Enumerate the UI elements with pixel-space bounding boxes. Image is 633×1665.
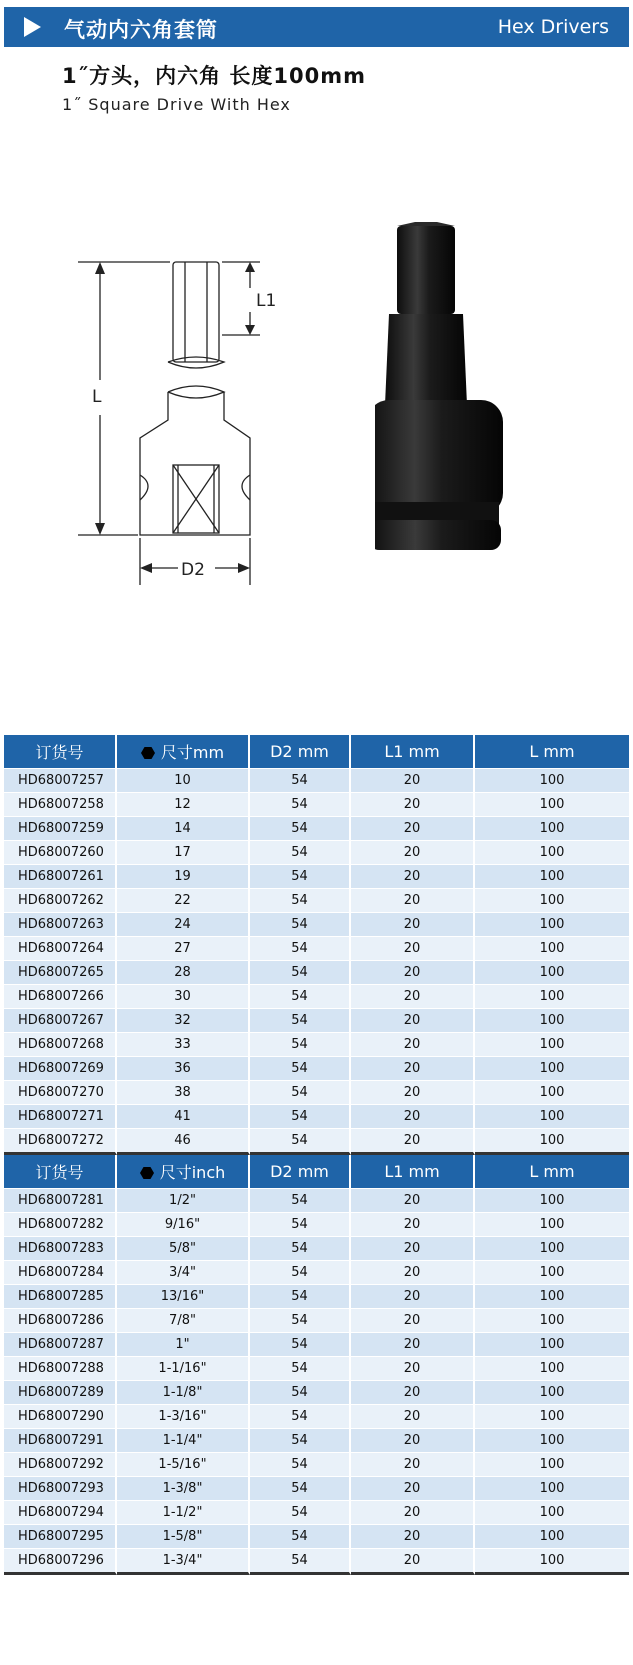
cell-l1: 20 (351, 1476, 475, 1500)
cell-l1: 20 (351, 1332, 475, 1356)
table-row (4, 1008, 629, 1032)
cell-l1: 20 (351, 840, 475, 864)
cell-l: 100 (475, 960, 629, 984)
cell-size: 9/16" (117, 1212, 250, 1236)
cell-size: 27 (117, 936, 250, 960)
table-row (4, 816, 629, 840)
cell-size: 36 (117, 1056, 250, 1080)
cell-d2: 54 (250, 960, 351, 984)
table-row (4, 1524, 629, 1548)
cell-l1: 20 (351, 1428, 475, 1452)
table-row (4, 1128, 629, 1155)
cell-order-number: HD68007262 (4, 888, 117, 912)
cell-d2: 54 (250, 768, 351, 792)
cell-order-number: HD68007292 (4, 1452, 117, 1476)
cell-d2: 54 (250, 1128, 351, 1155)
cell-order-number: HD68007257 (4, 768, 117, 792)
metric-table-body (4, 768, 629, 1155)
cell-l: 100 (475, 1032, 629, 1056)
cell-size: 10 (117, 768, 250, 792)
cell-order-number: HD68007260 (4, 840, 117, 864)
cell-size: 3/4" (117, 1260, 250, 1284)
cell-size: 46 (117, 1128, 250, 1155)
cell-d2: 54 (250, 1452, 351, 1476)
cell-order-number: HD68007294 (4, 1500, 117, 1524)
cell-d2: 54 (250, 1404, 351, 1428)
table-row (4, 984, 629, 1008)
header-size-label: 尺寸mm (160, 743, 225, 762)
cell-d2: 54 (250, 1212, 351, 1236)
product-photo (375, 220, 535, 580)
cell-d2: 54 (250, 1080, 351, 1104)
table-row (4, 1476, 629, 1500)
cell-l1: 20 (351, 816, 475, 840)
cell-size: 24 (117, 912, 250, 936)
header-l1: L1 mm (351, 735, 475, 768)
cell-l1: 20 (351, 1452, 475, 1476)
table-row (4, 912, 629, 936)
cell-order-number: HD68007269 (4, 1056, 117, 1080)
cell-size: 30 (117, 984, 250, 1008)
cell-l: 100 (475, 1212, 629, 1236)
cell-size: 14 (117, 816, 250, 840)
table-row (4, 1308, 629, 1332)
table-header-row (4, 735, 629, 768)
cell-l1: 20 (351, 1056, 475, 1080)
cell-size: 32 (117, 1008, 250, 1032)
cell-d2: 54 (250, 984, 351, 1008)
cell-order-number: HD68007289 (4, 1380, 117, 1404)
cell-d2: 54 (250, 936, 351, 960)
cell-order-number: HD68007286 (4, 1308, 117, 1332)
table-row (4, 1500, 629, 1524)
page-subtitle: Hex Drivers (497, 16, 609, 38)
cell-l1: 20 (351, 984, 475, 1008)
table-row (4, 864, 629, 888)
cell-d2: 54 (250, 1356, 351, 1380)
cell-l: 100 (475, 1356, 629, 1380)
cell-l: 100 (475, 1236, 629, 1260)
cell-l1: 20 (351, 864, 475, 888)
product-title-en: 1˝ Square Drive With Hex (62, 95, 291, 114)
cell-order-number: HD68007259 (4, 816, 117, 840)
cell-order-number: HD68007296 (4, 1548, 117, 1575)
table-row (4, 936, 629, 960)
cell-order-number: HD68007264 (4, 936, 117, 960)
cell-l1: 20 (351, 1380, 475, 1404)
header-l: L mm (475, 1155, 629, 1188)
cell-size: 1-1/4" (117, 1428, 250, 1452)
cell-d2: 54 (250, 1056, 351, 1080)
cell-order-number: HD68007283 (4, 1236, 117, 1260)
cell-d2: 54 (250, 1308, 351, 1332)
cell-l1: 20 (351, 1356, 475, 1380)
header-order-number: 订货号 (4, 1155, 117, 1188)
cell-l: 100 (475, 1452, 629, 1476)
cell-size: 22 (117, 888, 250, 912)
cell-l: 100 (475, 840, 629, 864)
cell-l: 100 (475, 1080, 629, 1104)
table-row (4, 1548, 629, 1575)
table-row (4, 840, 629, 864)
dimension-l-label: L (92, 387, 102, 407)
cell-d2: 54 (250, 1380, 351, 1404)
cell-order-number: HD68007261 (4, 864, 117, 888)
cell-size: 1-1/2" (117, 1500, 250, 1524)
header-d2: D2 mm (250, 1155, 351, 1188)
header-d2: D2 mm (250, 735, 351, 768)
cell-d2: 54 (250, 1428, 351, 1452)
cell-size: 1-1/8" (117, 1380, 250, 1404)
cell-order-number: HD68007290 (4, 1404, 117, 1428)
table-row (4, 1452, 629, 1476)
cell-l: 100 (475, 1308, 629, 1332)
header-size (117, 735, 250, 768)
cell-size: 28 (117, 960, 250, 984)
cell-l: 100 (475, 912, 629, 936)
cell-d2: 54 (250, 1032, 351, 1056)
cell-d2: 54 (250, 840, 351, 864)
cell-d2: 54 (250, 1236, 351, 1260)
cell-l1: 20 (351, 1284, 475, 1308)
cell-size: 1-5/16" (117, 1452, 250, 1476)
cell-order-number: HD68007265 (4, 960, 117, 984)
cell-size: 17 (117, 840, 250, 864)
cell-l1: 20 (351, 1212, 475, 1236)
cell-order-number: HD68007281 (4, 1188, 117, 1212)
cell-l1: 20 (351, 1104, 475, 1128)
technical-drawing (70, 250, 300, 590)
table-row (4, 1056, 629, 1080)
table-row (4, 1212, 629, 1236)
cell-order-number: HD68007288 (4, 1356, 117, 1380)
cell-d2: 54 (250, 1104, 351, 1128)
cell-l: 100 (475, 1104, 629, 1128)
cell-l: 100 (475, 1380, 629, 1404)
cell-l1: 20 (351, 1524, 475, 1548)
cell-l1: 20 (351, 1548, 475, 1575)
cell-l1: 20 (351, 1128, 475, 1155)
cell-l: 100 (475, 1128, 629, 1155)
cell-size: 1-3/4" (117, 1548, 250, 1575)
table-row (4, 1356, 629, 1380)
cell-l: 100 (475, 1524, 629, 1548)
cell-l1: 20 (351, 960, 475, 984)
inch-table-body (4, 1188, 629, 1575)
cell-l: 100 (475, 1404, 629, 1428)
cell-order-number: HD68007258 (4, 792, 117, 816)
header-size-label: 尺寸inch (159, 1163, 226, 1182)
cell-order-number: HD68007268 (4, 1032, 117, 1056)
cell-l: 100 (475, 768, 629, 792)
cell-l: 100 (475, 936, 629, 960)
cell-l1: 20 (351, 768, 475, 792)
cell-order-number: HD68007266 (4, 984, 117, 1008)
cell-size: 13/16" (117, 1284, 250, 1308)
cell-l: 100 (475, 1284, 629, 1308)
cell-l1: 20 (351, 1308, 475, 1332)
cell-d2: 54 (250, 1260, 351, 1284)
page-title: 气动内六角套筒 (64, 18, 218, 42)
cell-size: 1" (117, 1332, 250, 1356)
cell-l: 100 (475, 816, 629, 840)
cell-l: 100 (475, 1332, 629, 1356)
cell-l: 100 (475, 984, 629, 1008)
table-row (4, 960, 629, 984)
cell-l1: 20 (351, 1236, 475, 1260)
cell-l: 100 (475, 1260, 629, 1284)
cell-l1: 20 (351, 1404, 475, 1428)
cell-d2: 54 (250, 1476, 351, 1500)
cell-order-number: HD68007270 (4, 1080, 117, 1104)
cell-d2: 54 (250, 1548, 351, 1575)
table-row (4, 1236, 629, 1260)
cell-size: 41 (117, 1104, 250, 1128)
cell-d2: 54 (250, 1284, 351, 1308)
cell-d2: 54 (250, 888, 351, 912)
table-header-row (4, 1155, 629, 1188)
table-row (4, 1380, 629, 1404)
table-row (4, 1032, 629, 1056)
cell-l: 100 (475, 1008, 629, 1032)
cell-d2: 54 (250, 1008, 351, 1032)
cell-l: 100 (475, 864, 629, 888)
cell-l1: 20 (351, 888, 475, 912)
cell-d2: 54 (250, 1332, 351, 1356)
cell-l: 100 (475, 888, 629, 912)
inch-size-table (4, 1155, 629, 1575)
cell-size: 38 (117, 1080, 250, 1104)
cell-l1: 20 (351, 792, 475, 816)
cell-l1: 20 (351, 1500, 475, 1524)
cell-l1: 20 (351, 1080, 475, 1104)
metric-size-table (4, 735, 629, 1155)
table-row (4, 1104, 629, 1128)
cell-d2: 54 (250, 816, 351, 840)
table-row (4, 768, 629, 792)
header-order-number: 订货号 (4, 735, 117, 768)
cell-l: 100 (475, 1428, 629, 1452)
cell-size: 19 (117, 864, 250, 888)
cell-l: 100 (475, 1476, 629, 1500)
cell-l1: 20 (351, 936, 475, 960)
cell-l1: 20 (351, 1188, 475, 1212)
dimension-d2-label: D2 (181, 560, 205, 580)
cell-size: 1-5/8" (117, 1524, 250, 1548)
cell-d2: 54 (250, 1524, 351, 1548)
cell-order-number: HD68007267 (4, 1008, 117, 1032)
hexagon-icon (140, 1166, 154, 1180)
cell-size: 1/2" (117, 1188, 250, 1212)
cell-size: 12 (117, 792, 250, 816)
dimension-l1-label: L1 (256, 291, 277, 311)
header-bar (4, 7, 629, 47)
table-row (4, 1428, 629, 1452)
cell-d2: 54 (250, 912, 351, 936)
cell-l: 100 (475, 1500, 629, 1524)
cell-order-number: HD68007291 (4, 1428, 117, 1452)
header-size (117, 1155, 250, 1188)
cell-order-number: HD68007272 (4, 1128, 117, 1155)
cell-order-number: HD68007285 (4, 1284, 117, 1308)
cell-l: 100 (475, 1056, 629, 1080)
cell-order-number: HD68007263 (4, 912, 117, 936)
cell-size: 1-3/8" (117, 1476, 250, 1500)
cell-l: 100 (475, 1188, 629, 1212)
cell-l: 100 (475, 1548, 629, 1575)
cell-size: 33 (117, 1032, 250, 1056)
cell-l1: 20 (351, 912, 475, 936)
header-l: L mm (475, 735, 629, 768)
cell-size: 7/8" (117, 1308, 250, 1332)
product-title-cn: 1˝方头，内六角 长度100mm (62, 64, 367, 88)
cell-d2: 54 (250, 1500, 351, 1524)
cell-size: 5/8" (117, 1236, 250, 1260)
cell-l: 100 (475, 792, 629, 816)
table-row (4, 1260, 629, 1284)
cell-d2: 54 (250, 792, 351, 816)
cell-l1: 20 (351, 1032, 475, 1056)
cell-order-number: HD68007287 (4, 1332, 117, 1356)
table-row (4, 1080, 629, 1104)
cell-d2: 54 (250, 864, 351, 888)
table-row (4, 1188, 629, 1212)
hexagon-icon (141, 746, 155, 760)
cell-size: 1-1/16" (117, 1356, 250, 1380)
cell-order-number: HD68007295 (4, 1524, 117, 1548)
cell-l1: 20 (351, 1260, 475, 1284)
cell-d2: 54 (250, 1188, 351, 1212)
cell-size: 1-3/16" (117, 1404, 250, 1428)
table-row (4, 888, 629, 912)
play-arrow-icon (24, 17, 41, 37)
cell-order-number: HD68007282 (4, 1212, 117, 1236)
header-l1: L1 mm (351, 1155, 475, 1188)
table-row (4, 1404, 629, 1428)
table-row (4, 1284, 629, 1308)
table-row (4, 1332, 629, 1356)
cell-order-number: HD68007284 (4, 1260, 117, 1284)
cell-order-number: HD68007293 (4, 1476, 117, 1500)
cell-order-number: HD68007271 (4, 1104, 117, 1128)
table-row (4, 792, 629, 816)
cell-l1: 20 (351, 1008, 475, 1032)
